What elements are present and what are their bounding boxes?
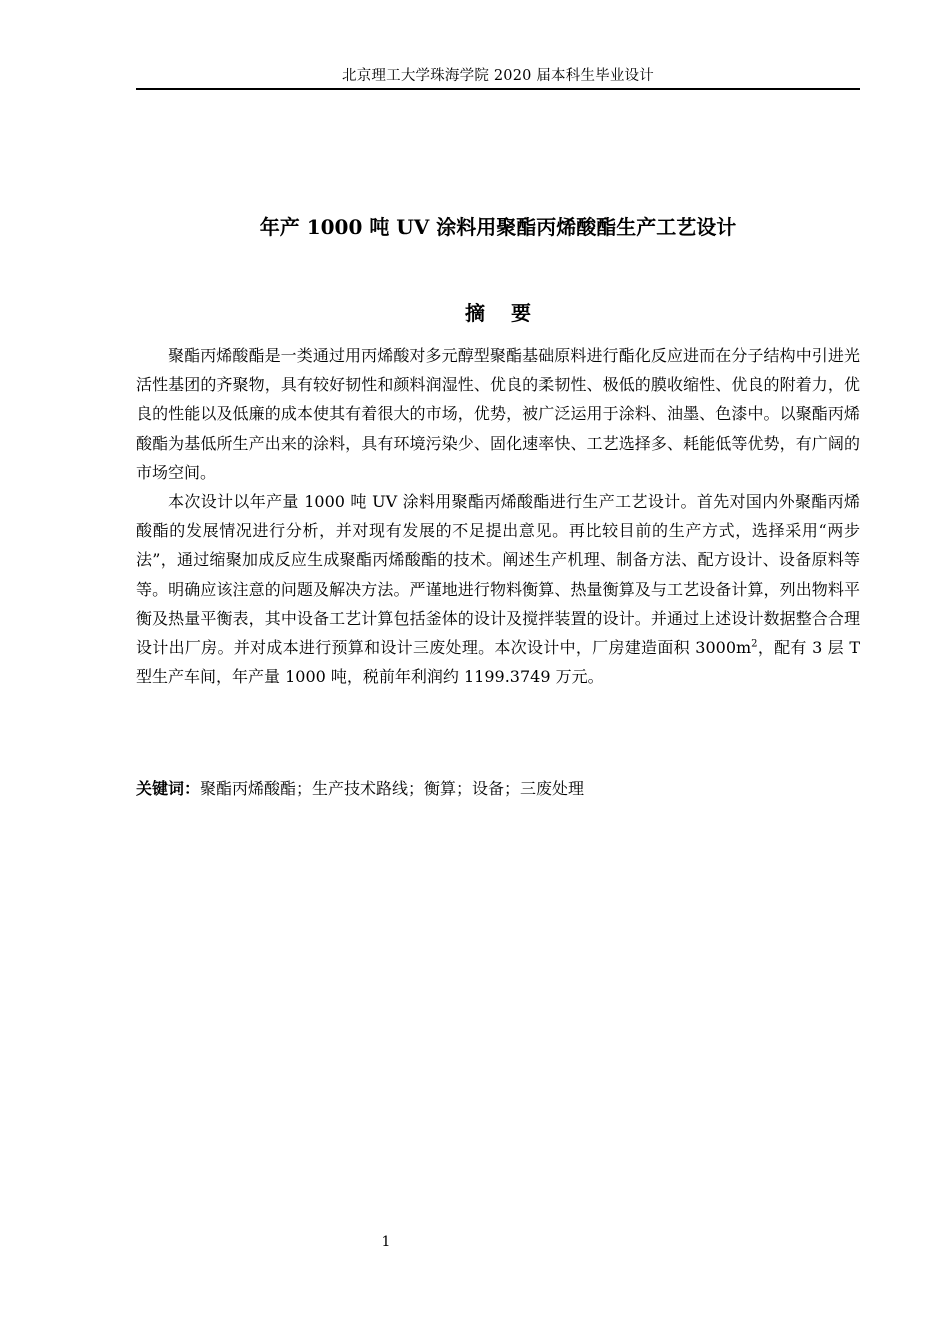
keywords-label: 关键词： (136, 779, 201, 798)
abstract-paragraph-1: 聚酯丙烯酸酯是一类通过用丙烯酸对多元醇型聚酯基础原料进行酯化反应进而在分子结构中引进光活性基团的齐聚物，具有较好韧性和颜料润湿性、优良的柔韧性、极低的膜收缩性、优良的附着力，优良的性能以及低廉的成本使其有着很大的市场，优势，被广泛运用于涂料、油墨、色漆中。以聚酯丙烯酸酯为基低所生产出来的涂料，具有环境污染少、固化速率快、工艺选择多、耗能低等优势，有广阔的市场空间。 (136, 346, 860, 482)
page-number: 1 (381, 1234, 391, 1250)
abstract-paragraph-2-tail: ，配有 3 层 T 型生产车间，年产量 1000 吨，税前年利润约 1199.3749 万元。 (136, 638, 860, 687)
abstract-paragraph-2 (136, 487, 860, 691)
abstract-body (136, 341, 860, 691)
running-header: 北京理工大学珠海学院 2020 届本科生毕业设计 (342, 68, 654, 84)
keywords-line (136, 774, 860, 803)
abstract-heading: 摘要 (465, 301, 557, 325)
keywords-text: 聚酯丙烯酸酯；生产技术路线；衡算；设备；三废处理 (200, 779, 585, 798)
header-rule (136, 88, 860, 90)
abstract-paragraph-2-text: 本次设计以年产量 1000 吨 UV 涂料用聚酯丙烯酸酯进行生产工艺设计。首先对国内外聚酯丙烯酸酯的发展情况进行分析，并对现有发展的不足提出意见。再比较目前的生产方式，选择采用“两步法”，通过缩聚加成反应生成聚酯丙烯酸酯的技术。阐述生产机理、制备方法、配方设计、设备原料等等。明确应该注意的问题及解决方法。严谨地进行物料衡算、热量衡算及与工艺设备计算，列出物料平衡及热量平衡表，其中设备工艺计算包括釜体的设计及搅拌装置的设计。并通过上述设计数据整合合理设计出厂房。并对成本进行预算和设计三废处理。本次设计中，厂房建造面积 3000m (136, 492, 860, 658)
document-title: 年产 1000 吨 UV 涂料用聚酯丙烯酸酯生产工艺设计 (259, 215, 737, 239)
area-unit-superscript: 2 (751, 638, 758, 650)
